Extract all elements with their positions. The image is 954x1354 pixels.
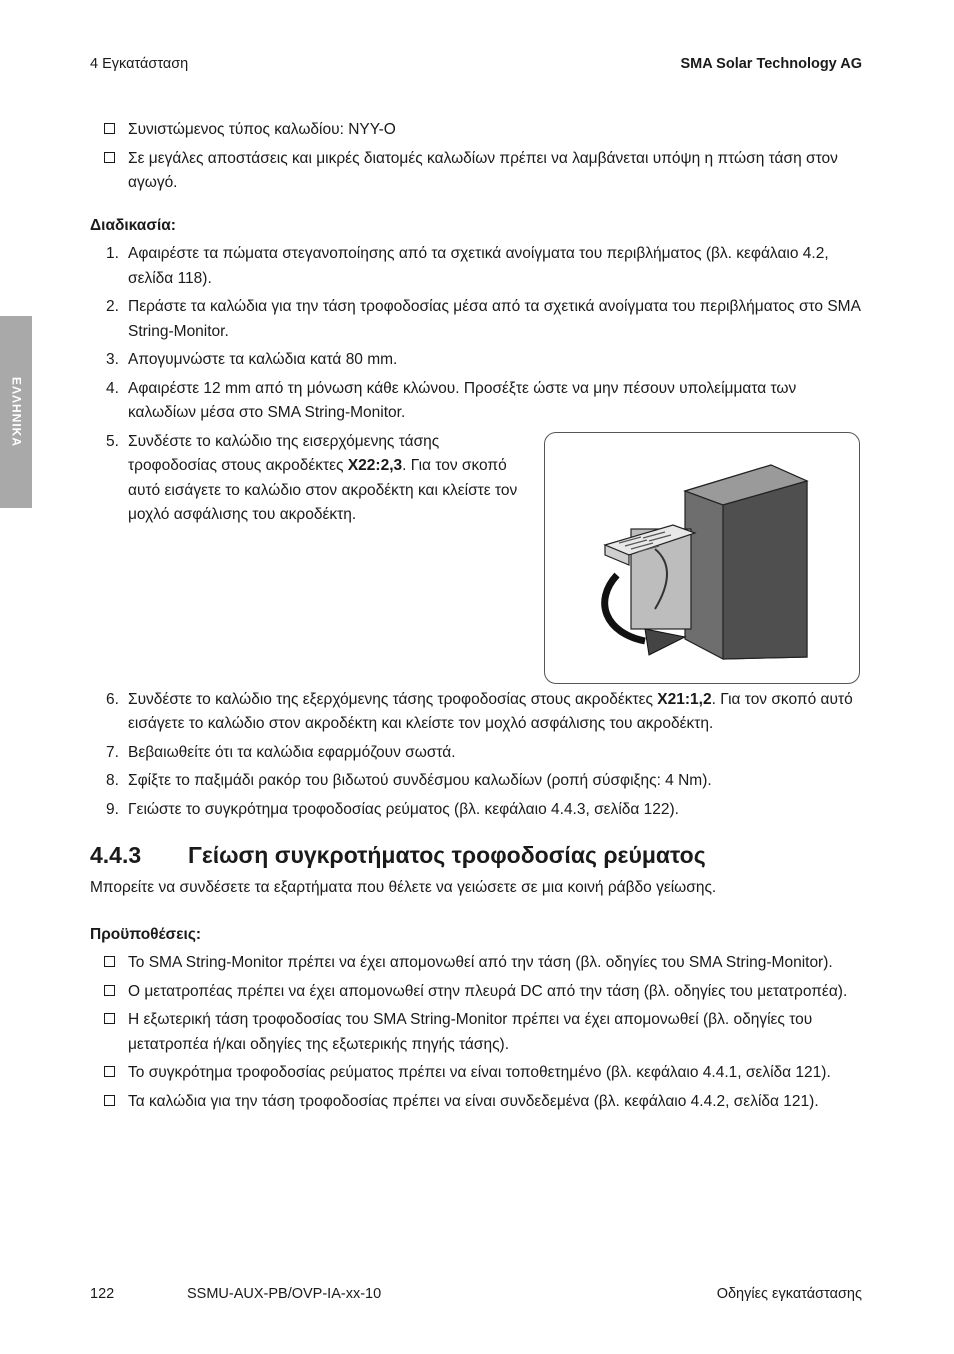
step-text: Περάστε τα καλώδια για την τάση τροφοδοσίας μέσα από τα σχετικά ανοίγματα του περιβλήματος στο SMA String-Monitor.: [128, 298, 861, 340]
prerequisite-text: Το SMA String-Monitor πρέπει να έχει απομονωθεί από την τάση (βλ. οδηγίες του SMA String-Monitor).: [128, 954, 833, 971]
step-number: 9.: [106, 800, 119, 818]
step-number: 7.: [106, 743, 119, 761]
step-text: Αφαιρέστε τα πώματα στεγανοποίησης από τα σχετικά ανοίγματα του περιβλήματος (βλ. κεφάλαιο 4.2, σελίδα 118).: [128, 245, 829, 287]
step-number: 1.: [106, 245, 119, 262]
procedure-step: [90, 242, 864, 291]
step-text: Συνδέστε το καλώδιο της εισερχόμενης τάσης τροφοδοσίας στους ακροδέκτες: [128, 432, 440, 474]
section-title: Γείωση συγκροτήματος τροφοδοσίας ρεύματος: [188, 842, 706, 868]
prerequisite-item: [90, 951, 864, 976]
language-side-tab: [0, 316, 32, 508]
header-company: SMA Solar Technology AG: [680, 56, 862, 72]
footer-document-type: Οδηγίες εγκατάστασης: [716, 1286, 862, 1302]
procedure-step: [90, 769, 864, 794]
checkbox-square-icon: [104, 1013, 115, 1024]
footer-page-number: 122: [90, 1286, 115, 1302]
procedure-step: [90, 295, 864, 344]
step-text: Συνδέστε το καλώδιο της εξερχόμενης τάσης τροφοδοσίας στους ακροδέκτες: [128, 690, 658, 708]
step-number: 2.: [106, 298, 119, 315]
checkbox-square-icon: [104, 1095, 115, 1106]
step-number: 3.: [106, 351, 119, 368]
procedure-step: [90, 798, 864, 823]
terminal-housing-side: [723, 481, 807, 659]
prerequisite-text: Ο μετατροπέας πρέπει να έχει απομονωθεί στην πλευρά DC από την τάση (βλ. οδηγίες του μετατροπέα).: [128, 982, 848, 1000]
section-number: 4.4.3: [90, 842, 142, 868]
checkbox-square-icon: [104, 1066, 115, 1077]
prerequisites-title: Προϋποθέσεις:: [90, 925, 202, 943]
prerequisite-item: [90, 1008, 864, 1057]
procedure-title: Διαδικασία:: [90, 216, 176, 234]
terminal-label: X21:1,2: [657, 690, 712, 708]
prerequisite-text: Το συγκρότημα τροφοδοσίας ρεύματος πρέπει να είναι τοποθετημένο (βλ. κεφάλαιο 4.4.1, σελίδα 121).: [128, 1064, 831, 1081]
checkbox-square-icon: [104, 123, 115, 134]
step-text: Σφίξτε το παξιμάδι ρακόρ του βιδωτού συνδέσμου καλωδίων (ροπή σύσφιξης: 4 Nm).: [128, 772, 712, 789]
checkbox-square-icon: [104, 985, 115, 996]
step-number: 6.: [106, 690, 119, 708]
step-number: 5.: [106, 432, 119, 450]
prerequisite-text: Η εξωτερική τάση τροφοδοσίας του SMA String-Monitor πρέπει να έχει απομονωθεί (βλ. οδηγίες του μετατροπέα ή/και οδηγίες της εξωτερικής πηγής τάσης).: [128, 1011, 813, 1053]
step-text: Αφαιρέστε 12 mm από τη μόνωση κάθε κλώνου. Προσέξτε ώστε να μην πέσουν υπολείμματα των καλωδίων μέσα στο SMA String-Monitor.: [128, 379, 797, 421]
requirement-text: Συνιστώμενος τύπος καλωδίου: NYY-O: [128, 121, 396, 138]
header-chapter: 4 Εγκατάσταση: [90, 56, 189, 72]
step-number: 4.: [106, 379, 119, 397]
checkbox-square-icon: [104, 152, 115, 163]
prerequisite-item: [90, 1090, 864, 1115]
procedure-step: [90, 741, 864, 766]
prerequisite-item: [90, 1061, 864, 1086]
procedure-step: [90, 348, 864, 373]
procedure-step: [90, 688, 864, 737]
prerequisite-item: [90, 980, 864, 1005]
terminal-label: X22:2,3: [347, 457, 403, 474]
step-text: . Για τον σκοπό αυτό εισάγετε το καλώδιο στον ακροδέκτη και κλείστε τον μοχλό ασφάλισης του ακροδέκτη.: [128, 690, 853, 732]
section-heading: [90, 840, 864, 870]
requirement-text: Σε μεγάλες αποστάσεις και μικρές διατομές καλωδίων πρέπει να λαμβάνεται υπόψη η πτώση τάση στον αγωγό.: [128, 149, 838, 191]
procedure-step: [90, 377, 864, 426]
footer-document-code: SSMU-AUX-PB/OVP-IA-xx-10: [187, 1286, 382, 1302]
language-side-tab-label: ΕΛΛΗΝΙΚΑ: [9, 376, 24, 448]
checkbox-square-icon: [104, 956, 115, 967]
step-text: . Για τον σκοπό αυτό εισάγετε το καλώδιο στον ακροδέκτη και κλείστε τον μοχλό ασφάλισης του ακροδέκτη.: [128, 457, 518, 523]
prerequisite-text: Τα καλώδια για την τάση τροφοδοσίας πρέπει να είναι συνδεδεμένα (βλ. κεφάλαιο 4.4.2, σελίδα 121).: [128, 1092, 819, 1110]
terminal-lever-drawing: [545, 433, 857, 681]
step-number: 8.: [106, 772, 119, 789]
step-text: Γειώστε το συγκρότημα τροφοδοσίας ρεύματος (βλ. κεφάλαιο 4.4.3, σελίδα 122).: [128, 800, 679, 818]
requirement-item: [90, 147, 864, 196]
step-text: Βεβαιωθείτε ότι τα καλώδια εφαρμόζουν σωστά.: [128, 743, 456, 761]
procedure-step: [90, 430, 518, 684]
step-text: Απογυμνώστε τα καλώδια κατά 80 mm.: [128, 351, 398, 368]
section-intro: Μπορείτε να συνδέσετε τα εξαρτήματα που θέλετε να γειώσετε σε μια κοινή ράβδο γείωσης.: [90, 879, 717, 896]
terminal-illustration: [544, 432, 860, 684]
requirement-item: [90, 118, 864, 143]
arrow-head-icon: [645, 629, 685, 655]
